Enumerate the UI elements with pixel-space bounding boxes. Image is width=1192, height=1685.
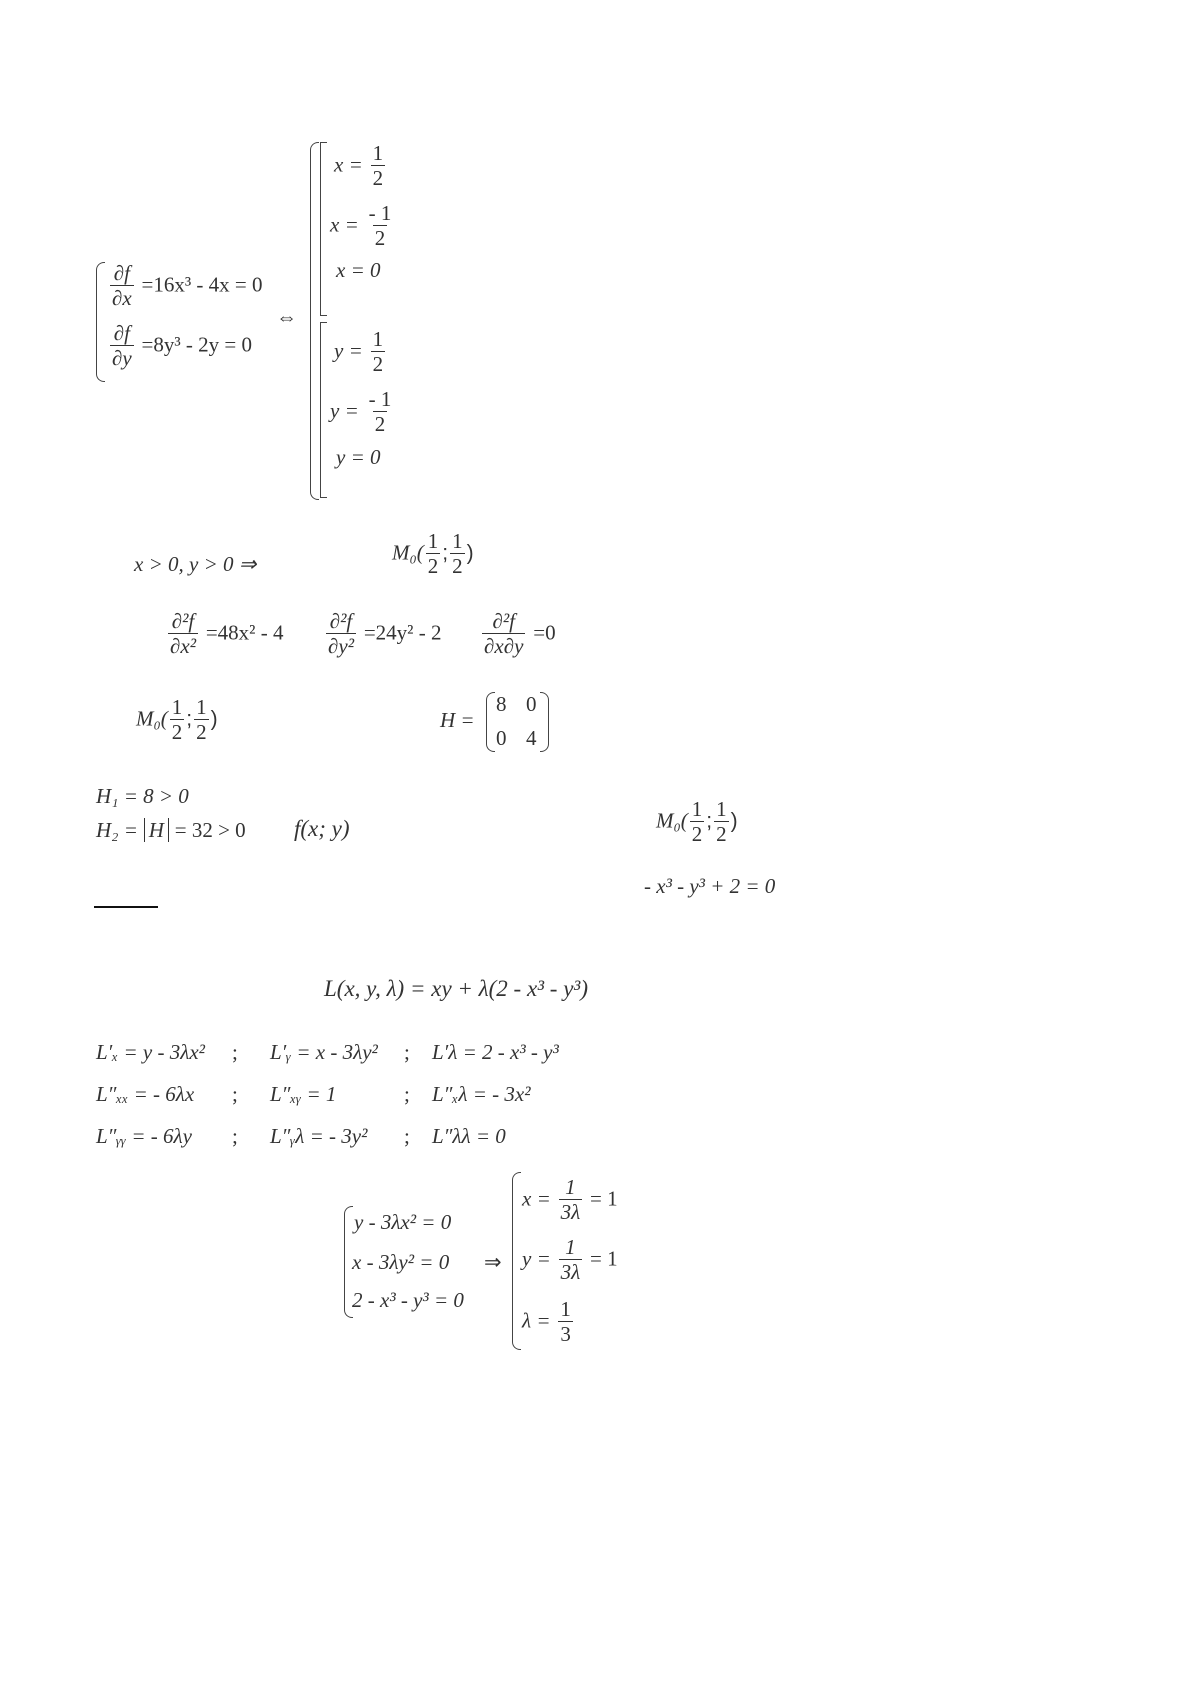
function-label: f(x; y) — [294, 816, 350, 841]
y-solution-1: y = $\frac{1}{2}$ — [334, 327, 384, 377]
deriv-r3-c3: L″λλ = 0 — [432, 1124, 506, 1148]
x-solution-3: x = 0 — [336, 258, 381, 282]
hessian-m22: 4 — [526, 726, 537, 750]
hessian-label: H = — [440, 708, 475, 732]
deriv-r2-c2: L″ₓᵧ = 1 — [270, 1082, 337, 1106]
system2-right-brace — [512, 1172, 521, 1350]
lagrangian-function: L(x, y, λ) = xy + λ(2 - x³ - y³) — [324, 976, 588, 1001]
system2-eq2: x - 3λy² = 0 — [352, 1250, 450, 1274]
positivity-condition: x > 0, y > 0 ⇒ — [134, 552, 257, 576]
minor-h1: H₁ = 8 > 0 — [96, 784, 189, 808]
minimum-point: M₀( $\frac{1}{2}$ ; $\frac{1}{2}$ ) — [656, 797, 738, 847]
deriv-r3-sep1: ; — [232, 1124, 238, 1148]
deriv-r1-sep1: ; — [232, 1040, 238, 1064]
solution-y: y = $\frac{1}{3\lambda}$ = 1 — [522, 1235, 618, 1285]
hessian-m12: 0 — [526, 692, 537, 716]
system1-eq2: $\frac{\partial f}{\partial y}$ =8y³ - 2y = 0 — [112, 321, 253, 371]
hessian-m11: 8 — [496, 692, 507, 716]
solution-x: x = $\frac{1}{3\lambda}$ = 1 — [522, 1175, 618, 1225]
deriv-r1-c3: L′λ = 2 - x³ - y³ — [432, 1040, 559, 1064]
implies-arrow: ⇒ — [484, 1251, 502, 1274]
hessian-m21: 0 — [496, 726, 507, 750]
deriv-r2-c3: L″ₓλ = - 3x² — [432, 1082, 531, 1106]
system2-eq3: 2 - x³ - y³ = 0 — [352, 1288, 464, 1312]
second-derivative-fxx: $\frac{\text{∂²f}}{\text{∂x²}}$ =48x² - 4 — [170, 609, 284, 659]
deriv-r2-sep1: ; — [232, 1082, 238, 1106]
deriv-r1-sep2: ; — [404, 1040, 410, 1064]
second-derivative-fxy: $\frac{\text{∂²f}}{\partial x\partial y}$ =0 — [484, 609, 556, 659]
deriv-r1-c2: L′ᵧ = x - 3λy² — [270, 1040, 378, 1064]
hessian-right-paren — [540, 692, 549, 752]
deriv-r3-c2: L″ᵧλ = - 3y² — [270, 1124, 368, 1148]
y-solution-3: y = 0 — [336, 445, 381, 469]
y-solution-2: y = $\frac{- 1}{2}$ — [330, 387, 392, 437]
deriv-r2-c1: L″ₓₓ = - 6λx — [96, 1082, 195, 1106]
y-solutions-bracket — [320, 322, 327, 498]
section-underline — [94, 906, 158, 908]
critical-point: M₀( $\frac{1}{2}$ ; $\frac{1}{2}$ ) — [392, 529, 474, 579]
x-solution-1: x = $\frac{1}{2}$ — [334, 141, 384, 191]
deriv-r2-sep2: ; — [404, 1082, 410, 1106]
x-solutions-bracket — [320, 142, 327, 316]
system1-eq1: $\frac{\partial f}{\partial x}$ =16x³ - 4x = 0 — [112, 261, 263, 311]
constraint-equation: - x³ - y³ + 2 = 0 — [644, 874, 776, 898]
hessian-left-paren — [486, 692, 495, 752]
deriv-r3-c1: L″ᵧᵧ = - 6λy — [96, 1124, 192, 1148]
system1-outer-brace — [310, 142, 319, 500]
solution-lambda: λ = $\frac{1}{3}$ — [522, 1297, 571, 1347]
minor-h2: H₂ = H = 32 > 0 — [96, 818, 246, 842]
system2-eq1: y - 3λx² = 0 — [354, 1210, 452, 1234]
x-solution-2: x = $\frac{- 1}{2}$ — [330, 201, 392, 251]
second-derivative-fyy: $\frac{\text{∂²f}}{\text{∂y²}}$ =24y² - 2 — [328, 609, 442, 659]
equivalence-arrow: ⇔ — [276, 306, 297, 329]
deriv-r1-c1: L′ₓ = y - 3λx² — [96, 1040, 205, 1064]
system1-left-brace — [96, 262, 105, 382]
hessian-point: M₀( $\frac{1}{2}$ ; $\frac{1}{2}$ ) — [136, 695, 218, 745]
deriv-r3-sep2: ; — [404, 1124, 410, 1148]
